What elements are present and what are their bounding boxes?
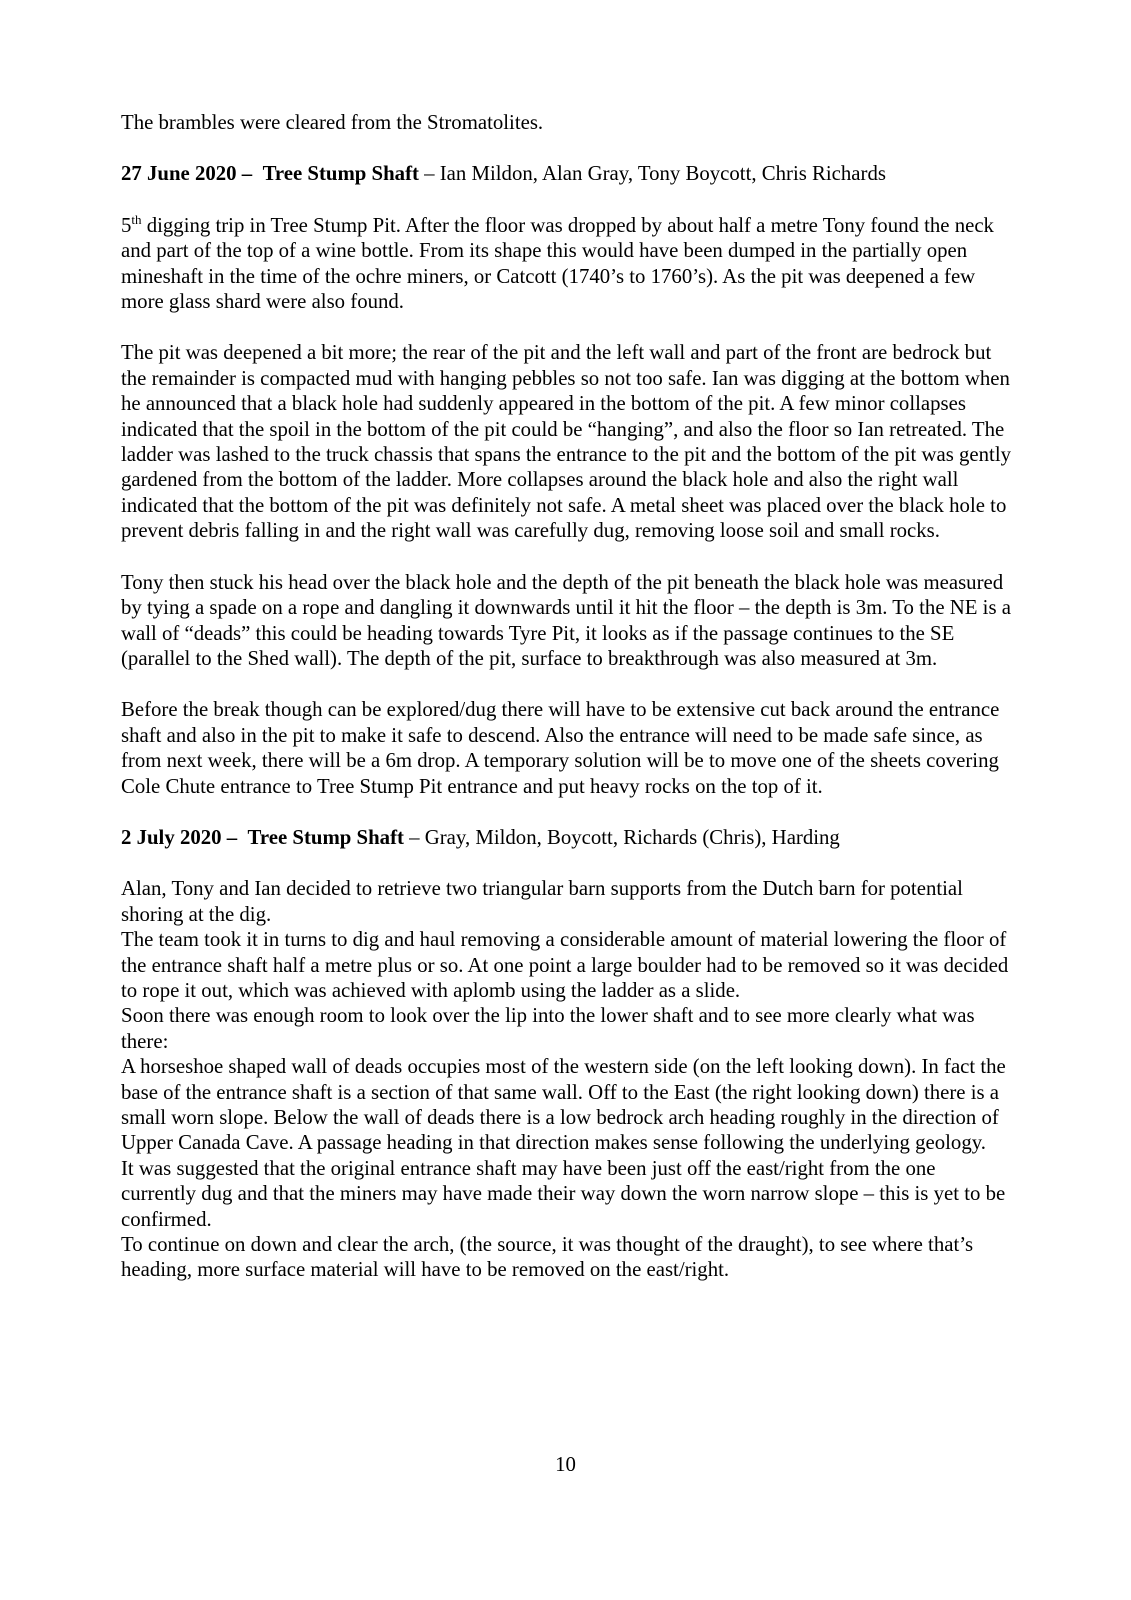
trip-number: 5 [121,213,132,237]
paragraph: Before the break though can be explored/dug there will have to be extensive cut back around the entrance shaft and also in the pit to make it safe to descend. Also the entrance will need to be made safe since, as from next week, there will be a 6m drop. A temporary solution will be to move one of the sheets covering Cole Chute entrance to Tree Stump Pit entrance and put heavy rocks on the top of it. [121,698,1000,798]
paragraph [121,213,1011,315]
paragraph: The team took it in turns to dig and haul removing a considerable amount of material lowering the floor of the entrance shaft half a metre plus or so. At one point a large boulder had to be removed so it was decided to rope it out, which was achieved with aplomb using the ladder as a slide. [121,928,1009,1002]
entry-team: – Ian Mildon, Alan Gray, Tony Boycott, Chris Richards [424,162,886,186]
entry-date: 27 June 2020 – [121,162,253,186]
page-number: 10 [555,1453,576,1476]
paragraph: To continue on down and clear the arch, (the source, it was thought of the draught), to see where that’s heading, more surface material will have to be removed on the east/right. [121,1233,974,1282]
paragraph: Tony then stuck his head over the black hole and the depth of the pit beneath the black hole was measured by tying a spade on a rope and dangling it downwards until it hit the floor – the depth is 3m. To the NE is a wall of “deads” this could be heading towards Tyre Pit, it looks as if the passage continues to the SE (parallel to the Shed wall). The depth of the pit, surface to breakthrough was also measured at 3m. [121,570,1011,670]
document-page [121,110,1011,1283]
ordinal-suffix: th [131,211,142,227]
entry-team: – Gray, Mildon, Boycott, Richards (Chris), Harding [409,825,840,849]
paragraph: The pit was deepened a bit more; the rear of the pit and the left wall and part of the front are bedrock but the remainder is compacted mud with hanging pebbles so not too safe. Ian was digging at the bottom when he announced that a black hole had suddenly appeared in the bottom of the pit. A few minor collapses indicated that the spoil in the bottom of the pit could be “hanging”, and also the floor so Ian retreated. The ladder was lashed to the truck chassis that spans the entrance to the pit and the bottom of the pit was gently gardened from the bottom of the ladder. More collapses around the black hole and also the right wall indicated that the bottom of the pit was definitely not safe. A metal sheet was placed over the black hole to prevent debris falling in and the right wall was carefully dug, removing loose soil and small rocks. [121,341,1011,543]
entry-heading-2-july [121,825,1011,850]
entry-heading-27-june [121,161,1011,186]
entry-site: Tree Stump Shaft [247,825,404,849]
paragraph: Alan, Tony and Ian decided to retrieve two triangular barn supports from the Dutch barn for potential shoring at the dig. [121,877,963,926]
paragraph: It was suggested that the original entrance shaft may have been just off the east/right from the one currently dug and that the miners may have made their way down the worn narrow slope – this is yet to be confirmed. [121,1156,1006,1231]
entry-site: Tree Stump Shaft [262,162,419,186]
paragraph: A horseshoe shaped wall of deads occupies most of the western side (on the left looking down). In fact the base of the entrance shaft is a section of that same wall. Off to the East (the right looking down) there is a small worn slope. Below the wall of deads there is a low bedrock arch heading roughly in the direction of Upper Canada Cave. A passage heading in that direction makes sense following the underlying geology. [121,1055,1006,1155]
intro-paragraph: The brambles were cleared from the Stromatolites. [121,111,544,134]
entry-date: 2 July 2020 – [121,825,238,849]
paragraph-text: digging trip in Tree Stump Pit. After the floor was dropped by about half a metre Tony found the neck and part of the top of a wine bottle. From its shape this would have been dumped in the partially open mineshaft in the time of the ochre miners, or Catcott (1740’s to 1760’s). As the pit was deepened a few more glass shard were also found. [121,213,994,314]
paragraph: Soon there was enough room to look over the lip into the lower shaft and to see more clearly what was there: [121,1004,975,1053]
